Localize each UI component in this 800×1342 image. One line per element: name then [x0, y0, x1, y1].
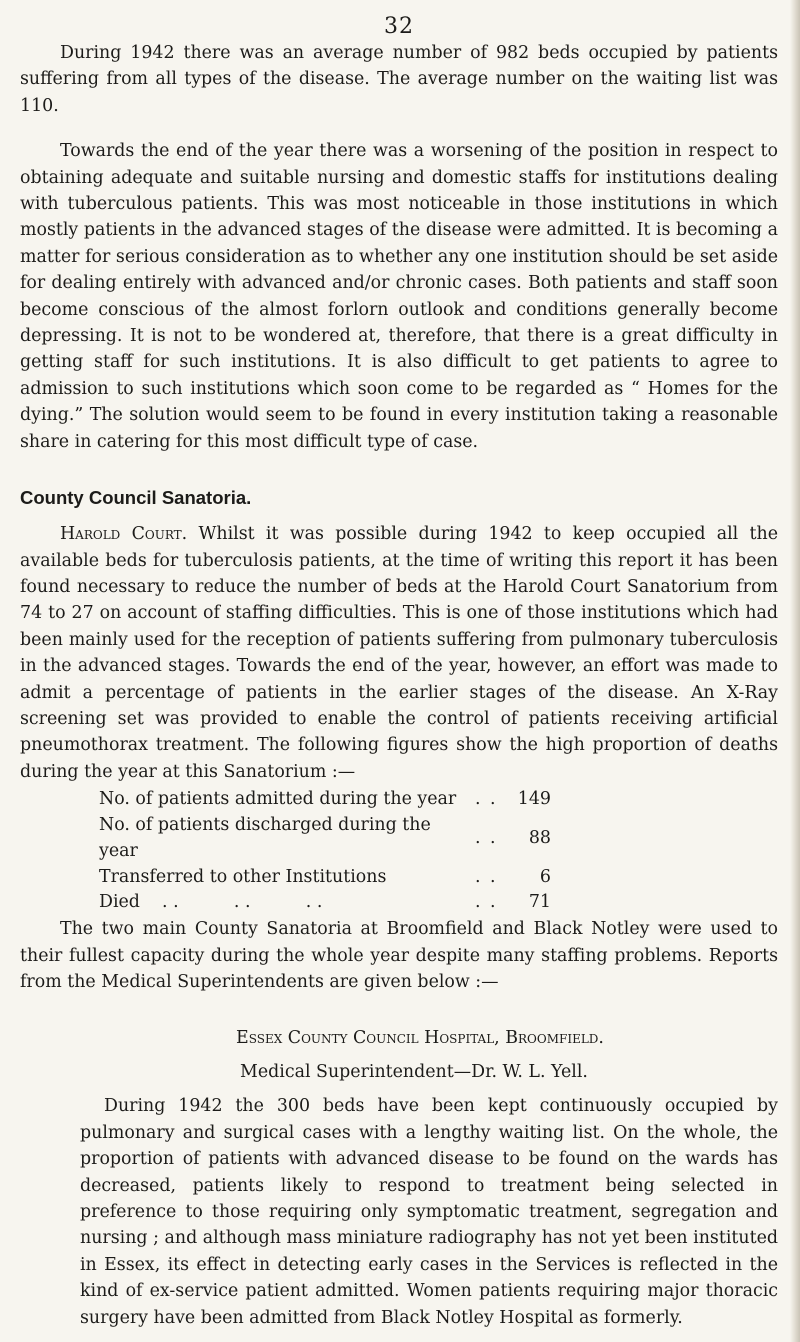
paragraph-staffing [0, 138, 800, 455]
paragraph-text: During 1942 the 300 beds have been kept continuously occupied by pulmonary and surgical cases with a lengthy waiting list. On the whole, the proportion of patients with advanced disease to be found on the wards has decreased, patients likely to respond to treatment being selected in preference to those requiring only symptomatic treatment, segregation and nursing ; and although mass miniature radiography has not yet been instituted in Essex, its effect in detecting early cases in the Services is reflected in the kind of ex-service patient admitted. Women patients requiring major thoracic surgery have been admitted from Black Notley Hospital as formerly. [80, 1096, 778, 1328]
table-row [99, 890, 551, 916]
paragraph-beds-occupied [0, 40, 800, 119]
stat-label: Died . . . . . . [99, 892, 323, 913]
stat-leader-dots: . . [475, 892, 498, 913]
stat-leader-dots: . . [475, 789, 498, 810]
stat-value: 149 [517, 789, 551, 810]
broomfield-hospital-title: Essex County Council Hospital, Broomfield. [236, 1028, 604, 1049]
stat-value: 71 [528, 892, 551, 913]
page-edge-shadow [790, 0, 800, 1342]
medical-superintendent-line: Medical Superintendent—Dr. W. L. Yell. [240, 1062, 588, 1083]
stat-leader-dots: . . [475, 866, 498, 887]
harold-court-title: Harold Court. [60, 524, 188, 545]
document-body [0, 40, 800, 1331]
stat-leader-dots: . . [475, 827, 498, 848]
broomfield-report [0, 1093, 800, 1331]
paragraph-harold-court [0, 521, 800, 785]
stat-label: No. of patients admitted during the year [99, 789, 457, 810]
table-row [99, 787, 551, 813]
harold-court-statistics-table [99, 787, 551, 916]
stat-label: Transferred to other Institutions [99, 866, 387, 887]
paragraph-text: During 1942 there was an average number of 982 beds occupied by patients suffering from all types of the disease. The average number on the waiting list was 110. [20, 43, 778, 116]
paragraph-main-sanatoria [0, 916, 800, 995]
table-row [99, 813, 551, 865]
stat-label: No. of patients discharged during the year [99, 814, 431, 861]
paragraph-text: Towards the end of the year there was a worsening of the position in respect to obtaining adequate and suitable nursing and domestic staffs for institutions dealing with tuberculous patients. This was most noticeable in those institutions in which mostly patients in the advanced stages of the disease were admitted. It is becoming a matter for serious consideration as to whether any one institution should be set aside for dealing entirely with advanced and/or chronic cases. Both patients and staff soon become conscious of the almost forlorn outlook and conditions generally become depressing. It is not to be wondered at, therefore, that there is a great difficulty in getting staff for such institutions. It is also difficult to get patients to agree to admission to such institutions which soon come to be regarded as “ Homes for the dying.” The solution would seem to be found in every institution taking a reasonable share in catering for this most difficult type of case. [20, 141, 778, 452]
harold-court-text: Whilst it was possible during 1942 to keep occupied all the available beds for tuberculosis patients, at the time of writing this report it has been found necessary to reduce the number of beds at the Harold Court Sanatorium from 74 to 27 on account of staffing difficulties. This is one of those institutions which had been mainly used for the reception of patients suffering from pulmonary tuberculosis in the advanced stages. Towards the end of the year, however, an effort was made to admit a percentage of patients in the earlier stages of the disease. An X-Ray screening set was provided to enable the control of patients receiving artificial pneumothorax treatment. The following figures show the high proportion of deaths during the year at this Sanatorium :— [20, 524, 779, 782]
page-number: 32 [384, 14, 414, 39]
paragraph-text: The two main County Sanatoria at Broomfield and Black Notley were used to their fullest capacity during the whole year despite many staffing problems. Reports from the Medical Superintendents are given below :— [20, 919, 778, 992]
stat-value: 6 [539, 866, 551, 887]
table-row [99, 865, 551, 891]
stat-value: 88 [528, 827, 551, 848]
section-heading-county-council-sanatoria: County Council Sanatoria. [20, 487, 252, 509]
paragraph-text [20, 521, 778, 785]
